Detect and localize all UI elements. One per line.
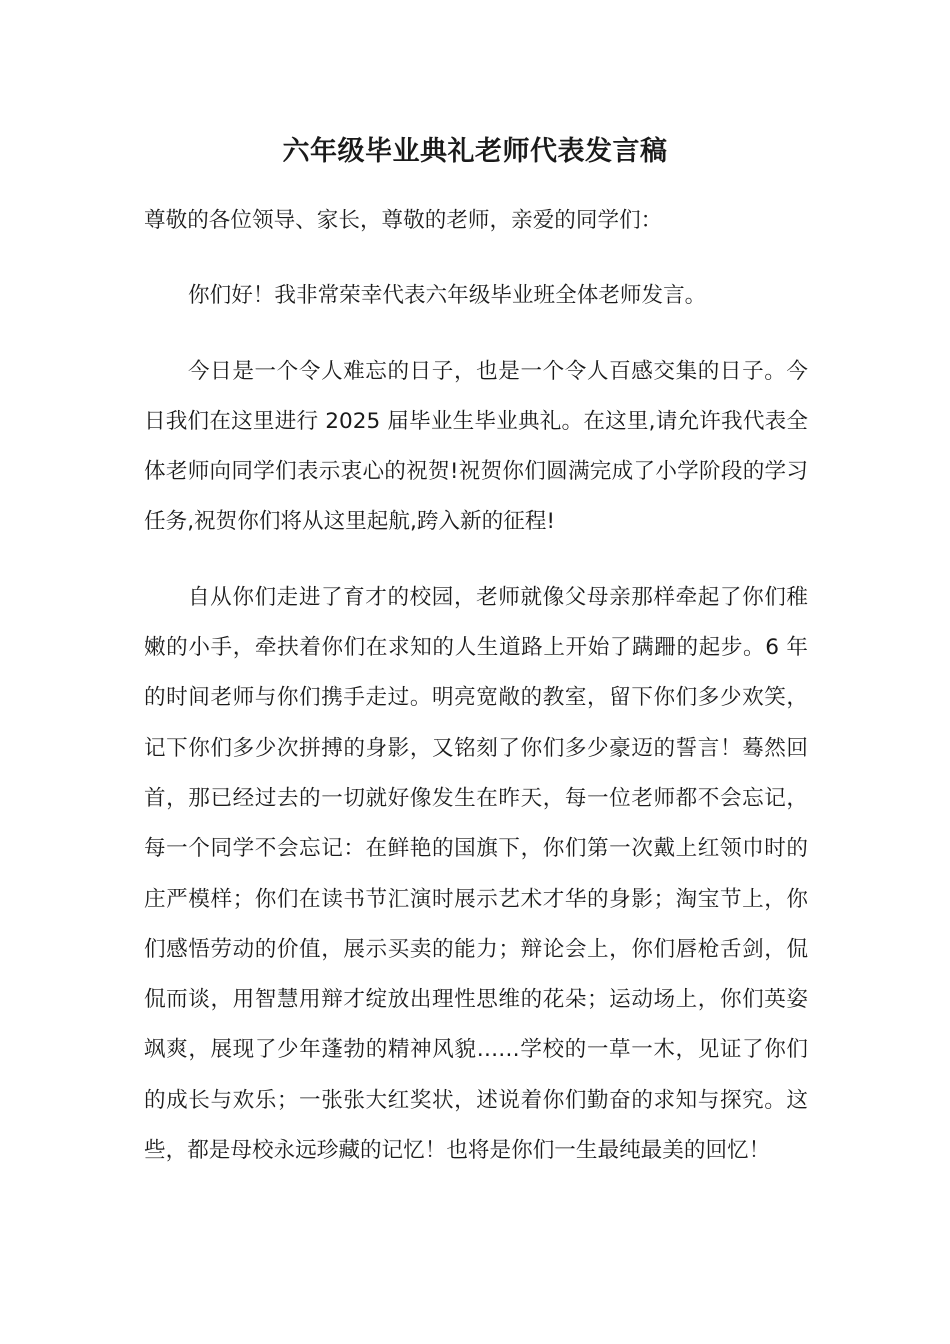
- memories-paragraph: 自从你们走进了育才的校园，老师就像父母亲那样牵起了你们稚嫩的小手，牵扶着你们在求知的人生道路上开始了蹒跚的起步。6 年的时间老师与你们携手走过。明亮宽敞的教室，留下你们多少欢笑，记下你们多少次拼搏的身影，又铭刻了你们多少豪迈的誓言！蓦然回首，那已经过去的一切就好像发生在昨天，每一位老师都不会忘记，每一个同学不会忘记：在鲜艳的国旗下，你们第一次戴上红领巾时的庄严模样；你们在读书节汇演时展示艺术才华的身影；淘宝节上，你们感悟劳动的价值，展示买卖的能力；辩论会上，你们唇枪舌剑，侃侃而谈，用智慧用辩才绽放出理性思维的花朵；运动场上，你们英姿飒爽，展现了少年蓬勃的精神风貌……学校的一草一木，见证了你们的成长与欢乐；一张张大红奖状，述说着你们勤奋的求知与探究。这些，都是母校永远珍藏的记忆！也将是你们一生最纯最美的回忆！: [144, 584, 808, 1164]
- ceremony-paragraph: 今日是一个令人难忘的日子，也是一个令人百感交集的日子。今日我们在这里进行 2025 届毕业生毕业典礼。在这里,请允许我代表全体老师向同学们表示衷心的祝贺!祝贺你们圆满完成了小学阶段的学习任务,祝贺你们将从这里起航,跨入新的征程!: [144, 358, 808, 535]
- opening-paragraph: 你们好！我非常荣幸代表六年级毕业班全体老师发言。: [188, 283, 707, 309]
- greeting-paragraph: 尊敬的各位领导、家长，尊敬的老师，亲爱的同学们：: [144, 208, 663, 233]
- document-body: [144, 196, 808, 1201]
- document-title: 六年级毕业典礼老师代表发言稿: [282, 136, 668, 167]
